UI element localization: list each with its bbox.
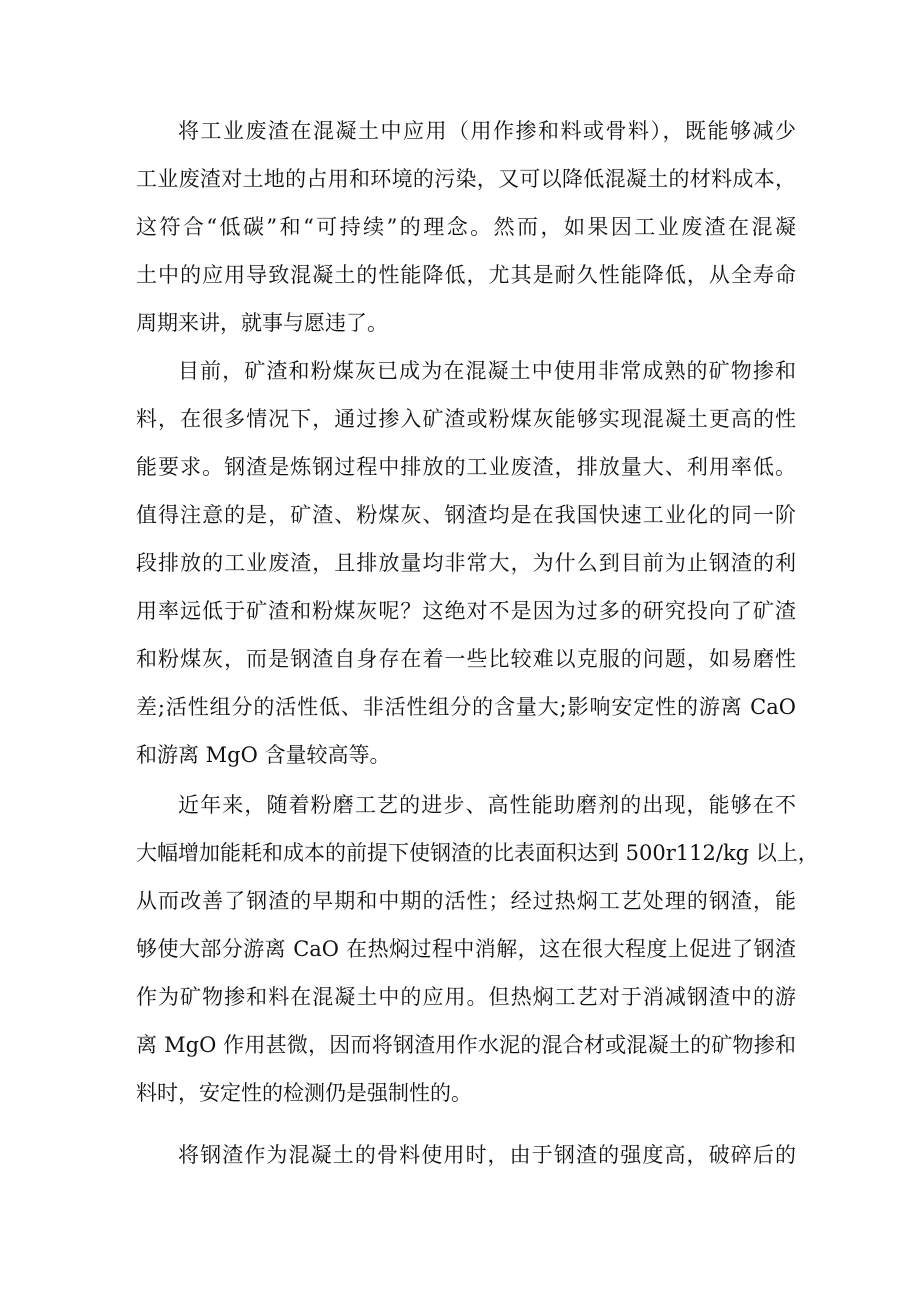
paragraph-3-line-5: 作为矿物掺和料在混凝土中的应用。但热焖工艺对于消减钢渣中的游	[136, 985, 796, 1009]
paragraph-3-line-7: 料时，安定性的检测仍是强制性的。	[136, 1081, 472, 1105]
paragraph-2-line-9: 和游离 MgO 含量较高等。	[136, 743, 391, 767]
paragraph-2-line-6: 用率远低于矿渣和粉煤灰呢？这绝对不是因为过多的研究投向了矿渣	[136, 599, 796, 623]
paragraph-3-line-4: 够使大部分游离 CaO 在热焖过程中消解，这在很大程度上促进了钢渣	[136, 937, 796, 961]
paragraph-2-line-8: 差;活性组分的活性低、非活性组分的含量大;影响安定性的游离 CaO	[136, 695, 796, 719]
paragraph-4-line-1: 将钢渣作为混凝土的骨料使用时，由于钢渣的强度高，破碎后的	[178, 1143, 796, 1167]
paragraph-2-line-5: 段排放的工业废渣，且排放量均非常大，为什么到目前为止钢渣的利	[136, 551, 796, 575]
paragraph-3-line-3: 从而改善了钢渣的早期和中期的活性；经过热焖工艺处理的钢渣，能	[136, 889, 796, 913]
paragraph-2-line-2: 料，在很多情况下，通过掺入矿渣或粉煤灰能够实现混凝土更高的性	[136, 407, 796, 431]
paragraph-2-line-1: 目前，矿渣和粉煤灰已成为在混凝土中使用非常成熟的矿物掺和	[178, 359, 796, 383]
paragraph-2-line-3: 能要求。钢渣是炼钢过程中排放的工业废渣，排放量大、利用率低。	[136, 455, 796, 479]
paragraph-1-line-4: 土中的应用导致混凝土的性能降低，尤其是耐久性能降低，从全寿命	[136, 263, 796, 287]
paragraph-1-line-1: 将工业废渣在混凝土中应用（用作掺和料或骨料），既能够减少	[178, 119, 796, 143]
paragraph-3-line-6: 离 MgO 作用甚微，因而将钢渣用作水泥的混合材或混凝土的矿物掺和	[136, 1033, 796, 1057]
paragraph-1-line-3: 这符合“低碳”和“可持续”的理念。然而，如果因工业废渣在混凝	[136, 215, 796, 239]
paragraph-3-line-2: 大幅增加能耗和成本的前提下使钢渣的比表面积达到 500r112∕kg 以上，	[136, 841, 819, 865]
paragraph-3-line-1: 近年来，随着粉磨工艺的进步、高性能助磨剂的出现，能够在不	[178, 793, 796, 817]
paragraph-1-line-5: 周期来讲，就事与愿违了。	[136, 311, 388, 335]
paragraph-2-line-7: 和粉煤灰，而是钢渣自身存在着一些比较难以克服的问题，如易磨性	[136, 647, 796, 671]
paragraph-1-line-2: 工业废渣对土地的占用和环境的污染，又可以降低混凝土的材料成本，	[136, 167, 796, 191]
paragraph-2-line-4: 值得注意的是，矿渣、粉煤灰、钢渣均是在我国快速工业化的同一阶	[136, 503, 796, 527]
